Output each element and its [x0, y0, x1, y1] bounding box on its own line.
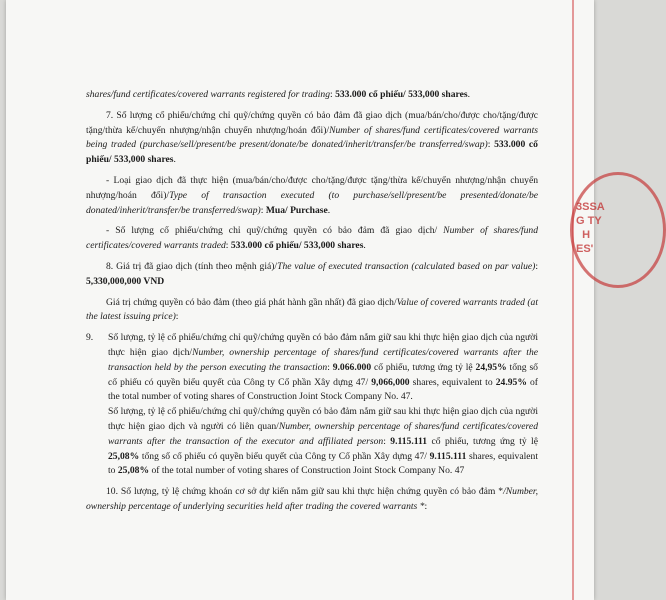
document-body — [86, 88, 538, 521]
paragraph-9-executor-holdings: Số lượng, tỷ lệ cổ phiếu/chứng chỉ quỹ/chứng quyền có bảo đảm nắm giữ sau khi thực hiện giao dịch của người thực hiện giao dịch/Number, ownership percentage of shares/fund certificates/covered warrants after the transaction held by the person executing the transaction: 9.066.000 cổ phiếu, tương ứng tỷ lệ 24,95% tổng số cổ phiếu có quyền biểu quyết của Công ty Cổ phần Xây dựng 47/ 9,066,000 shares, equivalent to 24.95% of the total number of voting shares of Construction Joint Stock Company No. 47. — [108, 332, 539, 403]
paragraph-10-underlying-securities: 10. Số lượng, tỷ lệ chứng khoán cơ sở dự kiến nắm giữ sau khi thực hiện chứng quyền có bảo đảm */Number, ownership percentage of underlying securities held after trading the covered warrants *: — [86, 486, 538, 512]
paragraph-registered-shares: shares/fund certificates/covered warrants registered for trading: 533.000 cổ phiếu/ 533,000 shares. — [86, 89, 471, 100]
number-traded-value: 533.000 cổ phiếu/ 533,000 shares — [230, 240, 364, 252]
company-seal — [572, 172, 606, 282]
registered-shares-value: 533.000 cổ phiếu/ 533,000 shares — [335, 89, 468, 100]
paragraph-8-transaction-value: 8. Giá trị đã giao dịch (tính theo mệnh giá)/The value of executed transaction (calculated based on par value): 5,330,000,000 VND — [86, 260, 538, 287]
paragraph-7-traded-shares: 7. Số lượng cổ phiếu/chứng chỉ quỹ/chứng quyền có bảo đảm đã giao dịch (mua/bán/cho/được cho/tặng/được tặng/thừa kế/chuyển nhượng/nhận chuyển nhượng/hoán đổi)/Number of shares/fund certificates/covered warrants being traded (purchase/sell/present/be present/donate/be donated/inherit/transfer/be transferred/swap): 533.000 cổ phiếu/ 533,000 shares. — [86, 109, 538, 166]
seal-text: 3SSA G TY H ES' — [576, 201, 605, 255]
paragraph-7-number-traded: - Số lượng cổ phiếu/chứng chỉ quỹ/chứng quyền có bảo đảm đã giao dịch/ Number of shares/fund certificates/covered warrants traded: 533.000 cổ phiếu/ 533,000 shares. — [86, 225, 538, 252]
traded-shares-value: 533.000 cổ phiếu/ 533,000 shares — [86, 139, 538, 166]
transaction-type-value: Mua/ Purchase — [265, 204, 328, 216]
page-margin-line — [572, 0, 574, 600]
paragraph-9-holdings — [86, 331, 538, 479]
document-page — [6, 0, 605, 600]
paragraph-7-transaction-type: - Loại giao dịch đã thực hiện (mua/bán/cho/được cho/tặng/được tặng/thừa kế/chuyển nhượng/nhận chuyển nhượng/hoán đổi)/Type of transaction executed (to purchase/sell/present/be presented/donate/be donated/inherit/transfer/be transferred/swap): Mua/ Purchase. — [86, 174, 538, 216]
paragraph-8-warrant-value: Giá trị chứng quyền có bảo đảm (theo giá phát hành gần nhất) đã giao dịch/Value of covered warrants traded (at the latest issuing price): — [86, 296, 538, 323]
paragraph-9-affiliated-holdings: Số lượng, tỷ lệ cổ phiếu/chứng chỉ quỹ/chứng quyền có bảo đảm nắm giữ sau khi thực hiện giao dịch của người thực hiện giao dịch và người có liên quan/Number, ownership percentage of shares/fund certificates/covered warrants after the transaction of the executor and affiliated person: 9.115.111 cổ phiếu, tương ứng tỷ lệ 25,08% tổng số cổ phiếu có quyền biểu quyết của Công ty Cổ phần Xây dựng 47/ 9.115.111 shares, equivalent to 25,08% of the total number of voting shares of Construction Joint Stock Company No. 47 — [108, 406, 538, 477]
paragraph-9-number: 9. — [86, 332, 94, 344]
transaction-value: 5,330,000,000 VND — [86, 275, 165, 287]
registered-shares-english: shares/fund certificates/covered warrants registered for trading — [86, 89, 330, 100]
